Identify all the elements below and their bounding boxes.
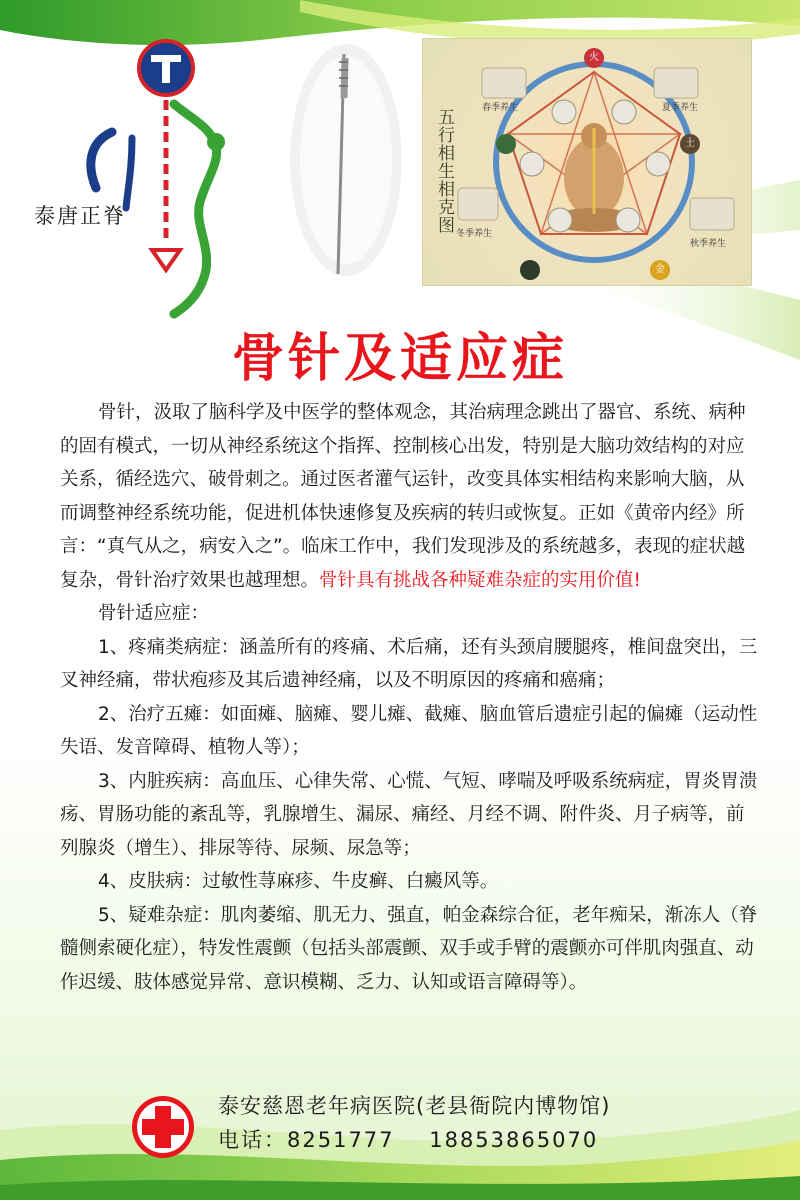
season-autumn: 秋季养生	[690, 239, 727, 249]
indications-heading: 骨针适应症：	[98, 603, 210, 624]
red-cross-icon	[130, 1094, 196, 1160]
wuxing-title: 五行相生相克图	[434, 108, 454, 234]
footer	[130, 1090, 750, 1170]
bone-needle-icon	[286, 40, 406, 280]
element-earth: 土	[680, 134, 700, 154]
indication-item-5: 5、疑难杂症：肌肉萎缩、肌无力、强直，帕金森综合征，老年痴呆，渐冻人（脊髓侧索硬化症），特发性震颤（包括头部震颤、双手或手臂的震颤亦可伴肌肉强直、动作迟缓、肢体感觉异常、意识模糊、乏力、认知或语言障碍等）。	[60, 904, 758, 993]
hospital-phone: 电话：8251777 18853865070	[218, 1128, 599, 1152]
wuxing-diagram	[422, 38, 752, 286]
season-summer: 夏季养生	[662, 103, 699, 113]
spine-logo-icon	[70, 38, 270, 328]
indication-item-2: 2、治疗五瘫：如面瘫、脑瘫、婴儿瘫、截瘫、脑血管后遗症引起的偏瘫（运动性失语、发音障碍、植物人等）；	[60, 703, 758, 758]
element-metal: 金	[650, 260, 670, 280]
element-wood	[496, 134, 516, 154]
element-water	[520, 260, 540, 280]
intro-highlight: 骨针具有挑战各种疑难杂症的实用价值!	[319, 569, 641, 591]
hospital-name: 泰安慈恩老年病医院(老县衙院内博物馆)	[218, 1094, 611, 1118]
season-winter: 冬季养生	[456, 229, 493, 239]
indication-item-4: 4、皮肤病：过敏性荨麻疹、牛皮癣、白癜风等。	[98, 871, 499, 892]
intro-paragraph	[60, 396, 760, 597]
season-spring: 春季养生	[482, 103, 519, 113]
article-body	[60, 396, 760, 999]
indication-item-1: 1、疼痛类病症：涵盖所有的疼痛、术后痛，还有头颈肩腰腿疼，椎间盘突出，三叉神经痛，带状疱疹及其后遗神经痛，以及不明原因的疼痛和癌痛；	[60, 636, 758, 691]
intro-text: 骨针，汲取了脑科学及中医学的整体观念，其治病理念跳出了器官、系统、病种的固有模式，一切从神经系统这个指挥、控制核心出发，特别是大脑功效结构的对应关系，循经选穴、破骨刺之。通过医者灌气运针，改变具体实相结构来影响大脑，从而调整神经系统功能，促进机体快速修复及疾病的转归或恢复。正如《黄帝内经》所言：“真气从之，病安入之”。临床工作中，我们发现涉及的系统越多，表现的症状越复杂，骨针治疗效果也越理想。	[60, 402, 746, 591]
page-title: 骨针及适应症	[231, 329, 568, 389]
indication-item-3: 3、内脏疾病：高血压、心律失常、心慌、气短、哮喘及呼吸系统病症，胃炎胃溃疡、胃肠功能的紊乱等，乳腺增生、漏尿、痛经、月经不调、附件炎、月子病等，前列腺炎（增生）、排尿等待、尿频、尿急等；	[60, 770, 758, 859]
element-fire: 火	[584, 48, 604, 68]
logo-caption: 泰唐正脊	[34, 204, 126, 228]
